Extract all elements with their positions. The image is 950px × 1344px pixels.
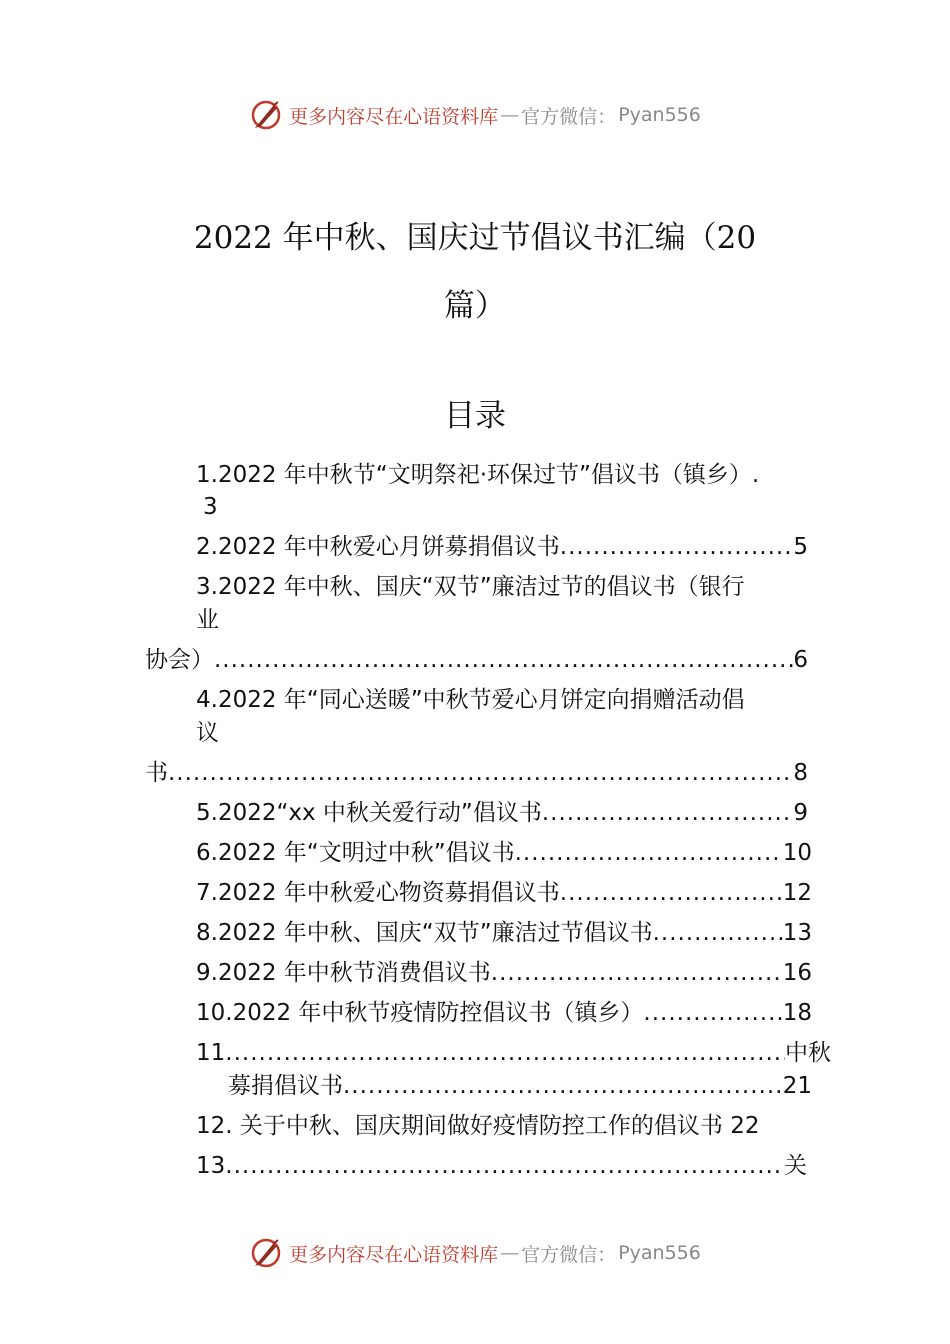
toc-entry-text: 募捐倡议书 [228, 1073, 343, 1099]
banner-dash: — [500, 1242, 520, 1264]
wechat-id: Pyan556 [618, 1242, 701, 1264]
quill-logo-icon [249, 1236, 283, 1270]
document-title-line-2: 篇） [444, 288, 506, 324]
toc-leader-dots [225, 1149, 784, 1183]
toc-entry-text: 书 [145, 760, 168, 786]
toc-entry-12[interactable] [196, 1109, 836, 1143]
toc-entry-1-page: 3 [203, 494, 218, 520]
toc-entry-9[interactable] [196, 956, 812, 990]
toc-entry-13[interactable] [196, 1149, 807, 1183]
toc-page-number: 8 [793, 760, 808, 786]
toc-entry-text: 8.2022 年中秋、国庆“双节”廉洁过节倡议书 [196, 920, 653, 946]
toc-entry-3-wrap: 业 [196, 607, 219, 633]
toc-leader-dots [653, 916, 783, 950]
toc-leader-dots [560, 876, 783, 910]
toc-page-number: 21 [782, 1073, 812, 1099]
toc-entry-text: 7.2022 年中秋爱心物资募捐倡议书 [196, 880, 560, 906]
toc-entry-7[interactable] [196, 876, 812, 910]
toc-entry-2[interactable] [196, 530, 808, 564]
toc-page-number: 5 [793, 534, 808, 560]
toc-entry-5[interactable] [196, 796, 808, 830]
brand-text: 更多内容尽在心语资料库 [289, 105, 499, 128]
toc-page-number: 12 [782, 880, 812, 906]
toc-page-number: 18 [782, 1000, 812, 1026]
toc-entry-text: 2.2022 年中秋爱心月饼募捐倡议书 [196, 534, 560, 560]
toc-entry-11-cont[interactable] [228, 1069, 812, 1103]
toc-entry-text: 1.2022 年中秋节“文明祭祀·环保过节”倡议书（镇乡）. [196, 462, 760, 488]
toc-leader-dots [643, 996, 782, 1030]
toc-entry-number: 13 [196, 1153, 226, 1179]
toc-leader-dots [225, 1036, 785, 1070]
toc-heading: 目录 [444, 398, 506, 434]
toc-entry-3[interactable] [196, 570, 836, 604]
toc-entry-4-cont[interactable] [145, 756, 808, 790]
toc-entry-text: 协会） [145, 647, 214, 673]
toc-page-number: 6 [793, 647, 808, 673]
toc-page-number: 16 [782, 960, 812, 986]
toc-entry-text: 6.2022 年“文明过中秋”倡议书 [196, 840, 515, 866]
toc-entry-text: 12. 关于中秋、国庆期间做好疫情防控工作的倡议书 22 [196, 1113, 760, 1139]
brand-text: 更多内容尽在心语资料库 [289, 1243, 499, 1266]
toc-leader-dots [542, 796, 794, 830]
toc-leader-dots [515, 836, 783, 870]
toc-page-number: 10 [782, 840, 812, 866]
document-title-line-1: 2022 年中秋、国庆过节倡议书汇编（20 [193, 220, 757, 256]
toc-entry-tail: 中秋 [785, 1040, 831, 1066]
toc-entry-text: 5.2022“xx 中秋关爱行动”倡议书 [196, 800, 542, 826]
header-watermark-banner [0, 95, 950, 135]
toc-entry-text: 3.2022 年中秋、国庆“双节”廉洁过节的倡议书（银行 [196, 574, 745, 600]
toc-entry-8[interactable] [196, 916, 812, 950]
toc-leader-dots [214, 643, 793, 677]
wechat-id: Pyan556 [618, 104, 701, 126]
wechat-label: 官方微信： [521, 1243, 617, 1266]
toc-entry-4[interactable] [196, 683, 836, 717]
toc-leader-dots [168, 756, 793, 790]
toc-entry-text: 10.2022 年中秋节疫情防控倡议书（镇乡） [196, 1000, 644, 1026]
toc-page-number: 9 [793, 800, 808, 826]
wechat-label: 官方微信： [521, 105, 617, 128]
toc-entry-4-wrap: 议 [196, 720, 219, 746]
toc-entry-3-cont[interactable] [145, 643, 808, 677]
toc-leader-dots [491, 956, 783, 990]
quill-logo-icon [249, 98, 283, 132]
toc-entry-6[interactable] [196, 836, 812, 870]
toc-entry-11[interactable] [196, 1036, 831, 1070]
toc-leader-dots [560, 530, 794, 564]
footer-watermark-banner [0, 1233, 950, 1273]
toc-page-number: 13 [782, 920, 812, 946]
toc-entry-text: 4.2022 年“同心送暖”中秋节爱心月饼定向捐赠活动倡 [196, 687, 745, 713]
toc-leader-dots [343, 1069, 783, 1103]
toc-entry-tail: 关 [784, 1153, 807, 1179]
toc-entry-1[interactable] [196, 458, 836, 492]
toc-entry-10[interactable] [196, 996, 812, 1030]
toc-entry-number: 11 [196, 1040, 226, 1066]
toc-entry-text: 9.2022 年中秋节消费倡议书 [196, 960, 491, 986]
banner-dash: — [500, 104, 520, 126]
